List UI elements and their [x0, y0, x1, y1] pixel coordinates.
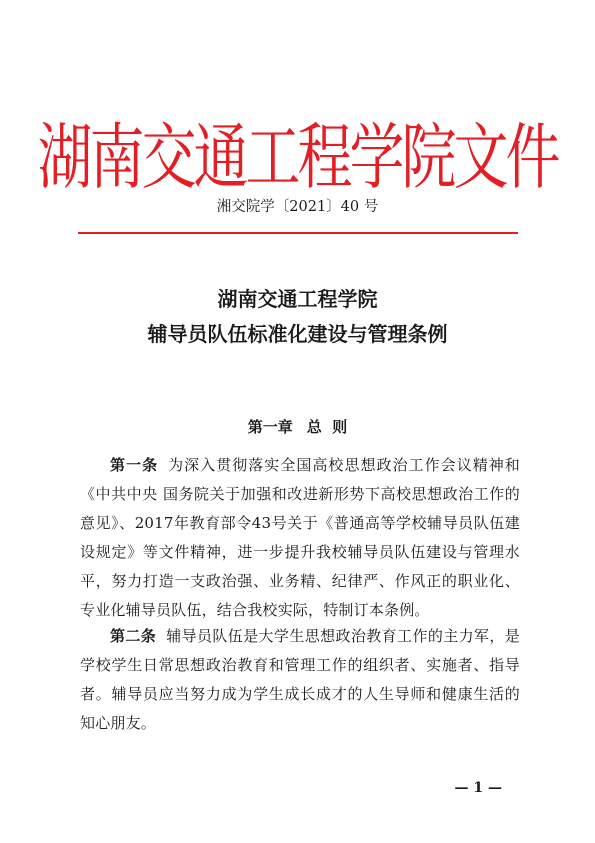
document-title-line1: 湖南交通工程学院: [217, 287, 378, 311]
article-text: 辅导员队伍是大学生思想政治教育工作的主力军，是学校学生日常思想政治教育和管理工作的组织者、实施者、指导者。辅导员应当努力成为学生成长成才的人生导师和健康生活的知心朋友。: [80, 627, 520, 732]
document-number: 湘交院学〔2021〕40 号: [216, 199, 379, 215]
document-masthead: 湖南交通工程学院文件: [37, 115, 558, 199]
red-divider-line: [78, 232, 518, 234]
article-text: 为深入贯彻落实全国高校思想政治工作会议精神和《中共中央 国务院关于加强和改进新形势下高校思想政治工作的意见》、2017年教育部令43号关于《普通高等学校辅导员队伍建设规定》等文件精神，进一步提升我校辅导员队伍建设与管理水平，努力打造一支政治强、业务精、纪律严、作风正的职业化、专业化辅导员队伍，结合我校实际，特制订本条例。: [80, 456, 520, 619]
chapter-heading: [0, 416, 595, 438]
article-paragraph: [80, 451, 520, 625]
article-lead: 第一条: [110, 456, 159, 474]
page-number: — 1 —: [454, 780, 502, 796]
article-paragraph: [80, 622, 520, 738]
article-lead: 第二条: [110, 627, 157, 645]
chapter-label: 第一章: [247, 418, 293, 436]
chapter-name: 总 则: [306, 418, 348, 436]
document-title-line2: 辅导员队伍标准化建设与管理条例: [147, 322, 448, 346]
